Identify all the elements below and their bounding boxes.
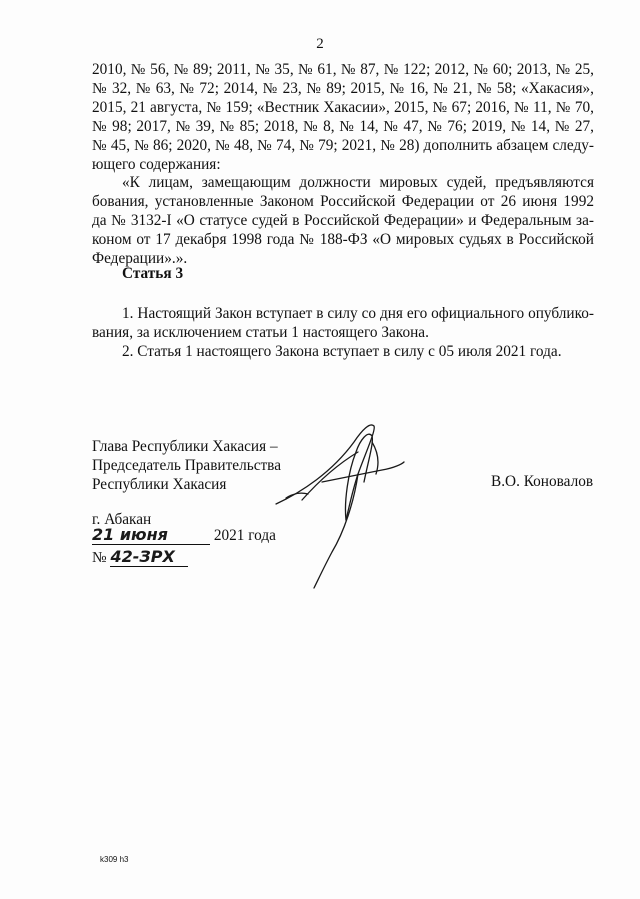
quote-line: бования, установленные Законом Российской Федерации от 26 июня 1992 xyxy=(92,193,594,210)
quote-line: «К лицам, замещающим должности мировых судей, предъявляются xyxy=(122,174,594,191)
article-line: 1. Настоящий Закон вступает в силу со дня его официального опублико- xyxy=(122,305,594,322)
signatory-title xyxy=(92,437,281,494)
intro-line: 2010, № 56, № 89; 2011, № 35, № 61, № 87, № 122; 2012, № 60; 2013, № 25, xyxy=(92,61,594,78)
signatory-title-line: Республики Хакасия xyxy=(92,476,227,493)
law-number xyxy=(92,547,188,569)
intro-line: 2015, 21 августа, № 159; «Вестник Хакасии», 2015, № 67; 2016, № 11, № 70, xyxy=(92,99,594,116)
intro-line: ющего содержания: xyxy=(92,156,221,173)
handwritten-date: 21 июня xyxy=(92,525,210,545)
signing-date xyxy=(92,525,276,547)
number-prefix: № xyxy=(92,549,107,566)
intro-line: № 32, № 63, № 72; 2014, № 23, № 89; 2015, № 16, № 21, № 58; «Хакасия», xyxy=(92,80,594,97)
quote-line: Федерации».». xyxy=(92,250,188,267)
article-line: 2. Статья 1 настоящего Закона вступает в силу с 05 июля 2021 года. xyxy=(122,343,562,360)
date-year: 2021 года xyxy=(213,527,276,544)
intro-paragraph xyxy=(92,60,594,174)
handwritten-number: 42-ЗРХ xyxy=(110,547,188,567)
signatory-title-line: Председатель Правительства xyxy=(92,457,281,474)
article-line: вания, за исключением статьи 1 настоящего Закона. xyxy=(92,324,429,341)
article-heading: Статья 3 xyxy=(122,265,184,282)
footer-code: k309 h3 xyxy=(100,855,129,864)
article-body xyxy=(92,304,594,361)
intro-line: № 98; 2017, № 39, № 85; 2018, № 8, № 14, № 47, № 76; 2019, № 14, № 27, xyxy=(92,118,594,135)
quote-paragraph xyxy=(92,173,594,268)
page-number: 2 xyxy=(316,36,324,52)
signing-place: г. Абакан xyxy=(92,511,152,528)
quote-line: коном от 17 декабря 1998 года № 188-ФЗ «О мировых судьях в Российской xyxy=(92,231,594,248)
intro-line: № 45, № 86; 2020, № 48, № 74, № 79; 2021, № 28) дополнить абзацем следу- xyxy=(92,137,594,154)
signatory-title-line: Глава Республики Хакасия – xyxy=(92,438,278,455)
signatory-name: В.О. Коновалов xyxy=(491,473,594,490)
quote-line: да № 3132-I «О статусе судей в Российской Федерации» и Федеральным за- xyxy=(92,212,594,229)
handwritten-signature xyxy=(262,412,412,592)
